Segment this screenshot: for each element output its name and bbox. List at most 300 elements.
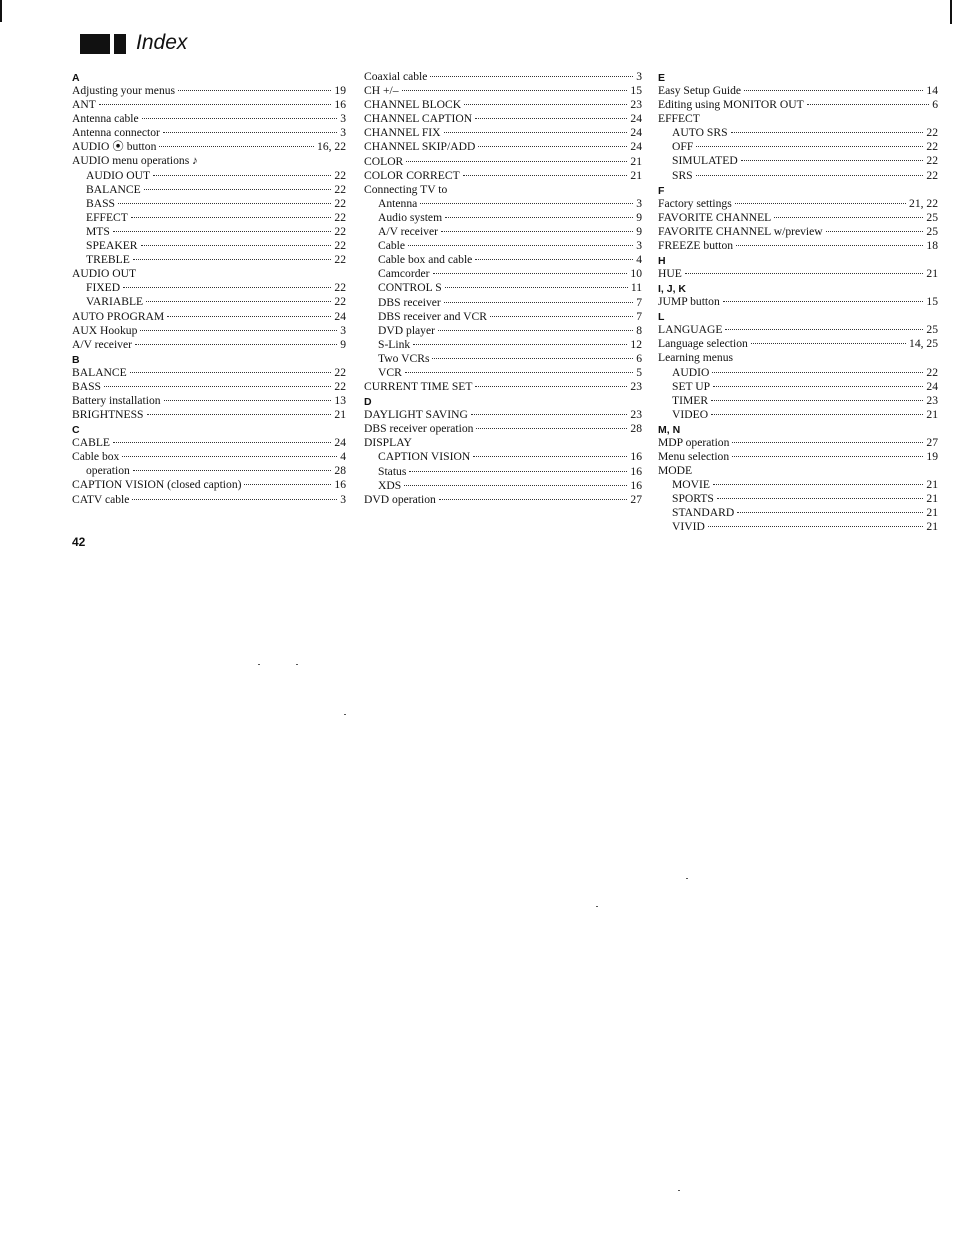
index-entry-label: CATV cable [72,492,130,506]
index-entry-page: 22 [334,239,346,253]
index-entry-label: SIMULATED [672,154,738,168]
index-entry-page: 21 [630,154,642,168]
index-entry-label: Editing using MONITOR OUT [658,98,804,112]
index-entry [364,253,642,267]
index-entry-page: 15 [630,84,642,98]
dot-leader [164,400,332,401]
index-entry-label: CHANNEL BLOCK [364,98,462,112]
index-entry-label: Adjusting your menus [72,84,176,97]
dot-leader [713,386,923,387]
index-entry-page: 22 [334,210,346,224]
index-entry-label: COLOR CORRECT [364,168,460,182]
page-title: Index [136,31,188,54]
index-entry [364,239,642,253]
index-entry-label: AUDIO OUT [86,168,151,182]
index-entry-label: DBS receiver [378,295,441,309]
index-letter-heading: M, N [658,423,681,436]
index-entry-label: Antenna cable [72,112,139,126]
index-entry [72,98,346,112]
index-entry-label: Learning menus [658,351,734,365]
dot-leader [167,316,331,317]
index-entry-label: MODE [658,464,693,478]
index-entry-label: FAVORITE CHANNEL w/preview [658,224,823,238]
index-entry-page: 23 [926,393,938,407]
dot-leader [409,471,627,472]
dot-leader [737,512,923,513]
index-entry-page: 16 [630,478,642,492]
dot-leader [696,175,924,176]
index-entry [658,154,938,168]
dot-leader [717,498,924,499]
dot-leader [478,146,627,147]
index-entry-label: BALANCE [72,365,127,379]
index-entry-page: 25 [926,224,938,238]
index-entry-page: 18 [926,238,938,252]
dot-leader [444,302,633,303]
dot-leader [475,259,633,260]
index-entry [72,450,346,464]
header-block-icon [80,34,110,54]
index-letter-heading: L [658,311,665,324]
index-entry-page: 21 [926,492,938,506]
index-entry-page: 5 [636,365,642,379]
dot-leader [135,344,337,345]
index-entry-page: 23 [630,98,642,112]
index-entry-page: 21 [926,520,938,534]
index-entry-page: 28 [630,422,642,436]
dot-leader [741,160,924,161]
index-column-3 [658,70,938,535]
dot-leader [142,118,338,119]
dot-leader [132,499,337,500]
index-entry [72,225,346,239]
index-entry-page: 21 [926,506,938,520]
dot-leader [731,132,924,133]
index-entry-label: VCR [378,365,402,379]
index-entry-page: 7 [636,309,642,323]
index-entry [364,324,642,338]
index-entry [658,492,938,506]
dot-leader [404,485,627,486]
index-entry [72,338,346,352]
page-edge-mark-left [0,0,2,22]
index-entry [72,408,346,422]
page-header [80,26,187,54]
index-letter-heading: B [72,353,80,366]
index-entry [658,351,938,365]
index-entry-page: 22 [334,196,346,210]
index-entry [658,169,938,183]
dot-leader [774,217,923,218]
dot-leader [123,287,331,288]
index-entry [364,98,642,112]
index-entry-label: DBS receiver operation [364,422,474,436]
dot-leader [405,372,633,373]
index-entry [364,169,642,183]
index-entry-label: AUDIO [672,365,710,379]
dot-leader [475,118,627,119]
index-entry-label: SRS [672,168,693,182]
index-entry [658,239,938,253]
index-entry-label: HUE [658,267,682,281]
dot-leader [244,484,331,485]
index-entry-label: JUMP button [658,295,720,309]
index-entry-label: Factory settings [658,196,732,210]
index-entry-label: DBS receiver and VCR [378,309,487,323]
index-entry-page: 21 [926,267,938,281]
index-entry [364,296,642,310]
index-entry [364,310,642,324]
dot-leader [725,329,923,330]
index-letter-heading: E [658,72,666,84]
index-entry-page: 23 [630,380,642,394]
index-entry-label: BRIGHTNESS [72,408,144,422]
index-entry [364,352,642,366]
index-entry-page: 22 [926,154,938,168]
dot-leader [113,442,331,443]
index-entry [364,281,642,295]
index-entry [72,112,346,126]
index-entry-page: 21 [334,408,346,422]
dot-leader [122,456,337,457]
dot-leader [402,90,628,91]
dot-leader [144,189,332,190]
index-entry [658,506,938,520]
index-entry-page: 11 [630,281,642,295]
header-block-icon [114,34,126,54]
dot-leader [473,456,627,457]
index-entry-page: 27 [630,492,642,506]
index-entry-label: AUDIO ⦿ button [72,140,157,154]
index-entry [658,436,938,450]
index-entry-page: 22 [926,140,938,154]
index-entry [658,84,938,98]
index-entry-page: 9 [636,225,642,239]
index-entry-page: 3 [636,196,642,210]
index-entry-page: 16, 22 [317,140,346,154]
index-entry [364,84,642,98]
index-entry [364,479,642,493]
index-entry-label: Language selection [658,337,748,351]
index-entry [364,140,642,154]
index-entry [364,380,642,394]
index-entry-page: 4 [636,253,642,267]
index-entry [72,154,346,168]
index-entry-label: VIDEO [672,407,709,421]
index-entry [364,450,642,464]
index-entry-page: 21 [630,168,642,182]
index-entry-page: 7 [636,295,642,309]
index-entry-label: AUX Hookup [72,323,138,337]
index-entry-label: EFFECT [86,210,128,224]
index-entry [364,197,642,211]
index-entry-page: 25 [926,323,938,337]
index-entry [72,478,346,492]
dot-leader [153,175,331,176]
index-entry [72,267,346,281]
index-entry-page: 8 [636,323,642,337]
index-entry-label: XDS [378,478,402,492]
dot-leader [744,90,923,91]
index-entry-label: CONTROL S [378,281,442,295]
index-entry-label: VARIABLE [86,295,144,309]
index-entry [658,478,938,492]
index-entry [364,408,642,422]
dot-leader [178,90,331,91]
index-entry [72,281,346,295]
index-entry [72,493,346,507]
index-entry [72,380,346,394]
index-entry [658,140,938,154]
index-entry-page: 22 [334,295,346,309]
index-entry-page: 3 [340,492,346,506]
index-entry [364,267,642,281]
index-entry [658,197,938,211]
dot-leader [433,273,628,274]
dot-leader [432,358,633,359]
index-entry-page: 9 [636,210,642,224]
dot-leader [113,231,332,232]
index-entry-page: 15 [926,295,938,309]
index-entry-page: 3 [636,239,642,253]
index-entry [658,225,938,239]
index-entry-label: AUDIO menu operations ♪ [72,154,198,168]
index-entry-label: BASS [86,196,116,210]
index-entry [364,183,642,197]
index-entry-label: ANT [72,98,96,112]
index-entry [364,211,642,225]
index-entry [72,324,346,338]
index-entry-page: 22 [334,281,346,295]
index-entry-page: 16 [334,478,346,492]
index-entry-page: 22 [334,379,346,393]
index-entry-label: Antenna [378,196,418,210]
dot-leader [406,161,627,162]
dot-leader [146,301,331,302]
dot-leader [444,132,628,133]
index-entry [72,310,346,324]
index-entry [72,295,346,309]
index-letter-heading: H [658,255,666,268]
index-entry-page: 16 [630,464,642,478]
index-entry-label: SPEAKER [86,239,138,253]
index-entry-label: MDP operation [658,435,730,449]
index-entry [72,239,346,253]
index-entry-page: 3 [340,126,346,140]
dot-leader [713,484,923,485]
index-entry-page: 22 [334,182,346,196]
index-entry-label: AUTO PROGRAM [72,309,165,323]
index-entry-label: Audio system [378,210,443,224]
index-entry [364,465,642,479]
index-entry-label: S-Link [378,337,411,351]
page-number: 42 [72,535,86,549]
index-entry [364,422,642,436]
index-entry-label: TREBLE [86,253,130,267]
index-letter-heading: D [364,396,372,409]
index-entry [658,211,938,225]
index-entry-label: CAPTION VISION (closed caption) [72,478,242,492]
index-entry-label: Cable [378,239,406,253]
dot-leader [441,231,633,232]
index-entry-page: 19 [334,84,346,97]
index-entry [72,197,346,211]
dot-leader [711,400,923,401]
index-entry-label: DVD operation [364,492,436,506]
index-entry-page: 27 [926,435,938,449]
index-entry-page: 21 [926,478,938,492]
index-entry [658,408,938,422]
index-entry-page: 24 [926,379,938,393]
dot-leader [696,146,923,147]
index-entry-page: 21 [926,407,938,421]
index-entry [72,464,346,478]
dot-leader [439,499,628,500]
index-entry [72,436,346,450]
dot-leader [736,245,923,246]
index-entry-label: Easy Setup Guide [658,84,742,97]
dot-leader [735,203,906,204]
index-entry-label: DAYLIGHT SAVING [364,408,468,422]
index-entry-page: 25 [926,210,938,224]
index-entry [364,436,642,450]
index-entry-label: Connecting TV to [364,182,448,196]
index-entry-label: Coaxial cable [364,70,428,83]
dot-leader [712,372,923,373]
index-entry-label: Cable box and cable [378,253,473,267]
index-entry-page: 6 [636,351,642,365]
index-entry-page: 9 [340,337,346,351]
index-entry [364,70,642,84]
index-entry [72,126,346,140]
dot-leader [133,470,332,471]
index-entry-page: 16 [334,98,346,112]
index-entry-page: 10 [630,267,642,281]
index-entry-label: CURRENT TIME SET [364,380,473,394]
scan-speck [678,1190,680,1191]
index-letter-heading: C [72,424,80,437]
index-entry-label: TIMER [672,393,709,407]
scan-speck [596,906,598,907]
index-entry-label: CAPTION VISION [378,450,471,464]
index-entry-page: 22 [334,224,346,238]
index-entry-label: SET UP [672,379,711,393]
index-entry-label: COLOR [364,154,404,168]
index-entry-page: 28 [334,464,346,478]
index-entry-label: Menu selection [658,449,730,463]
index-entry [364,338,642,352]
dot-leader [140,330,337,331]
index-entry-page: 22 [334,253,346,267]
index-entry-label: DISPLAY [364,436,412,450]
index-entry [72,366,346,380]
dot-leader [430,76,633,77]
index-entry-page: 13 [334,393,346,407]
index-entry-page: 19 [926,449,938,463]
index-entry-label: CHANNEL CAPTION [364,112,473,126]
index-entry-page: 12 [630,337,642,351]
index-letter-heading: I, J, K [658,283,687,296]
index-entry-label: AUTO SRS [672,126,728,140]
index-entry [72,140,346,154]
index-entry-label: A/V receiver [378,225,438,239]
index-entry [658,112,938,126]
index-entry-label: FIXED [86,281,121,295]
scan-speck [686,878,688,879]
dot-leader [723,301,924,302]
index-entry [658,520,938,534]
index-entry-label: Status [378,464,407,478]
index-column-1 [72,70,346,507]
dot-leader [685,273,924,274]
index-entry-page: 4 [340,450,346,464]
index-entry [72,183,346,197]
index-entry [658,337,938,351]
index-entry [72,84,346,98]
page-edge-mark-right [950,0,952,24]
dot-leader [463,175,628,176]
index-entry-page: 24 [334,436,346,450]
index-entry [658,380,938,394]
index-entry-label: operation [86,464,130,478]
index-entry-page: 22 [926,365,938,379]
index-entry-page: 3 [340,323,346,337]
dot-leader [130,372,332,373]
scan-speck [344,714,346,715]
index-entry-label: VIVID [672,520,705,534]
index-entry-label: Antenna connector [72,126,160,140]
index-entry [72,169,346,183]
index-entry [364,112,642,126]
index-entry-page: 24 [630,126,642,140]
index-entry-label: BALANCE [86,182,141,196]
index-entry-label: EFFECT [658,112,700,126]
dot-leader [118,203,331,204]
index-entry [658,295,938,309]
index-entry-label: BASS [72,379,102,393]
index-entry-label: DVD player [378,323,435,337]
dot-leader [413,344,627,345]
dot-leader [708,526,924,527]
index-entry-page: 24 [334,309,346,323]
index-entry [658,366,938,380]
index-entry-page: 22 [926,168,938,182]
index-entry [72,211,346,225]
index-entry [658,464,938,478]
index-entry-label: Cable box [72,450,120,464]
index-entry-label: FAVORITE CHANNEL [658,210,772,224]
dot-leader [476,428,627,429]
index-entry [364,126,642,140]
index-entry-label: Two VCRs [378,351,430,365]
dot-leader [408,245,633,246]
index-entry-page: 14, 25 [909,337,938,351]
index-entry [658,267,938,281]
dot-leader [475,386,627,387]
index-entry-page: 24 [630,140,642,154]
index-entry-page: 22 [926,126,938,140]
index-entry-label: CHANNEL SKIP/ADD [364,140,476,154]
index-entry-label: STANDARD [672,506,735,520]
dot-leader [159,146,314,147]
index-entry [658,126,938,140]
dot-leader [420,203,633,204]
dot-leader [99,104,332,105]
index-entry [658,323,938,337]
index-entry-label: CH +/– [364,84,399,98]
dot-leader [131,217,332,218]
dot-leader [471,414,628,415]
